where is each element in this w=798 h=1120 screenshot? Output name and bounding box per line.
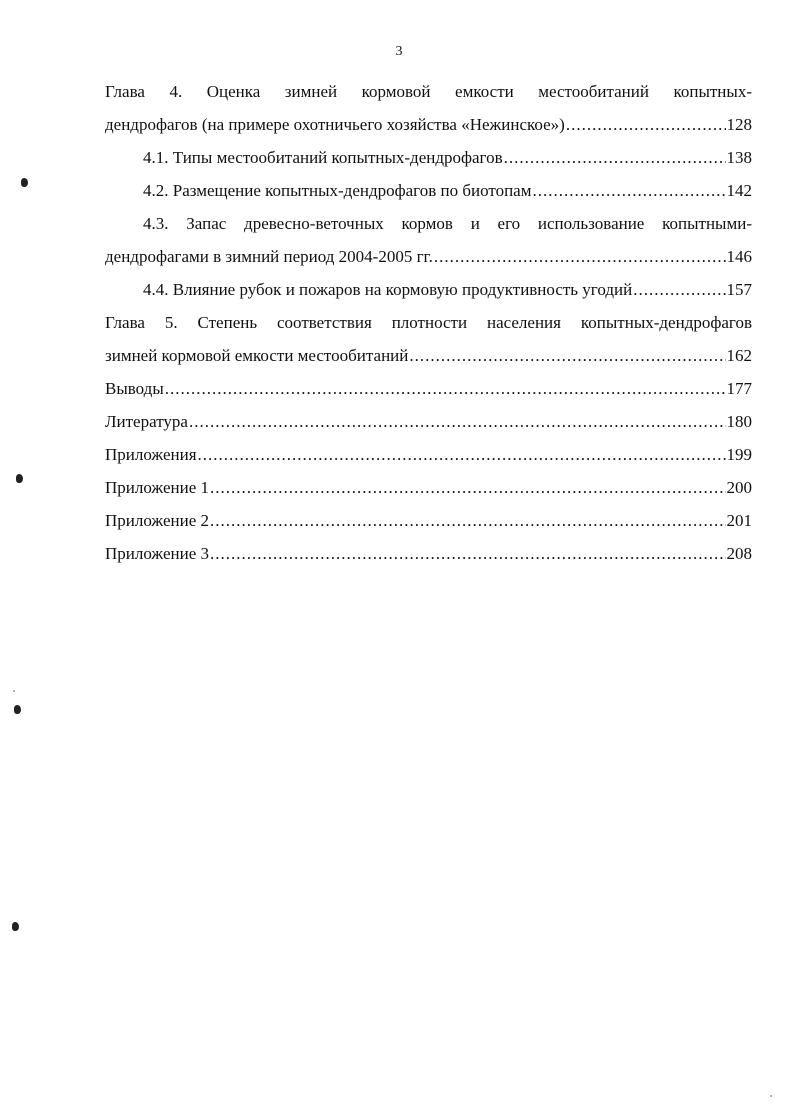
leader-dots bbox=[165, 372, 726, 405]
leader-dots bbox=[210, 504, 726, 537]
toc-conclusions bbox=[105, 372, 752, 405]
toc-chapter-5-page: 162 bbox=[726, 346, 752, 365]
toc-section-4-1-page: 138 bbox=[726, 148, 752, 167]
toc-appendix-1-page: 200 bbox=[726, 478, 752, 497]
scan-speck bbox=[13, 690, 15, 692]
toc-appendix-3 bbox=[105, 537, 752, 570]
toc-section-4-4 bbox=[105, 273, 752, 306]
scan-mark bbox=[14, 705, 21, 714]
toc-conclusions-page: 177 bbox=[726, 379, 752, 398]
toc-section-4-1-title: 4.1. Типы местообитаний копытных-дендрофагов bbox=[143, 148, 503, 167]
leader-dots bbox=[633, 273, 725, 306]
leader-dots bbox=[198, 438, 726, 471]
scan-mark bbox=[21, 178, 28, 187]
toc-section-4-3-line-2: дендрофагами в зимний период 2004-2005 гг. bbox=[105, 247, 433, 266]
toc-appendix-3-page: 208 bbox=[726, 544, 752, 563]
toc-section-4-4-title: 4.4. Влияние рубок и пожаров на кормовую продуктивность угодий bbox=[143, 280, 633, 299]
toc-conclusions-title: Выводы bbox=[105, 379, 164, 398]
toc-literature-title: Литература bbox=[105, 412, 188, 431]
toc-section-4-3-page: 146 bbox=[726, 247, 752, 266]
leader-dots bbox=[566, 108, 726, 141]
page-number: 3 bbox=[395, 44, 403, 59]
toc-section-4-3-entry bbox=[105, 240, 752, 273]
toc-appendices bbox=[105, 438, 752, 471]
scan-mark bbox=[12, 922, 19, 931]
toc-appendix-2-page: 201 bbox=[726, 511, 752, 530]
leader-dots bbox=[409, 339, 725, 372]
toc-section-4-2-title: 4.2. Размещение копытных-дендрофагов по биотопам bbox=[143, 181, 532, 200]
scan-mark bbox=[16, 474, 23, 483]
toc-appendix-3-title: Приложение 3 bbox=[105, 544, 209, 563]
toc-section-4-1 bbox=[105, 141, 752, 174]
toc-section-4-4-page: 157 bbox=[726, 280, 752, 299]
toc-literature-page: 180 bbox=[726, 412, 752, 431]
leader-dots bbox=[210, 537, 726, 570]
toc-appendix-2 bbox=[105, 504, 752, 537]
toc-chapter-5-line-2: зимней кормовой емкости местообитаний bbox=[105, 346, 409, 365]
toc-appendices-page: 199 bbox=[726, 445, 752, 464]
toc-appendix-1-title: Приложение 1 bbox=[105, 478, 209, 497]
toc-appendix-1 bbox=[105, 471, 752, 504]
toc-chapter-4-line-1: Глава 4. Оценка зимней кормовой емкости местообитаний копытных- bbox=[105, 82, 752, 101]
leader-dots bbox=[210, 471, 726, 504]
table-of-contents bbox=[105, 75, 752, 570]
leader-dots bbox=[434, 240, 726, 273]
toc-appendix-2-title: Приложение 2 bbox=[105, 511, 209, 530]
toc-literature bbox=[105, 405, 752, 438]
toc-chapter-5-entry bbox=[105, 339, 752, 372]
toc-chapter-4-entry bbox=[105, 108, 752, 141]
toc-chapter-5-line-1: Глава 5. Степень соответствия плотности населения копытных-дендрофагов bbox=[105, 313, 752, 332]
leader-dots bbox=[504, 141, 726, 174]
toc-chapter-4-line-2: дендрофагов (на примере охотничьего хозяйства «Нежинское») bbox=[105, 115, 565, 134]
leader-dots bbox=[533, 174, 726, 207]
scan-speck bbox=[770, 1095, 772, 1097]
toc-section-4-2-page: 142 bbox=[726, 181, 752, 200]
leader-dots bbox=[189, 405, 726, 438]
toc-section-4-3-line-1: 4.3. Запас древесно-веточных кормов и его использование копытными- bbox=[143, 214, 752, 233]
toc-section-4-2 bbox=[105, 174, 752, 207]
toc-chapter-4-page: 128 bbox=[726, 115, 752, 134]
toc-appendices-title: Приложения bbox=[105, 445, 197, 464]
